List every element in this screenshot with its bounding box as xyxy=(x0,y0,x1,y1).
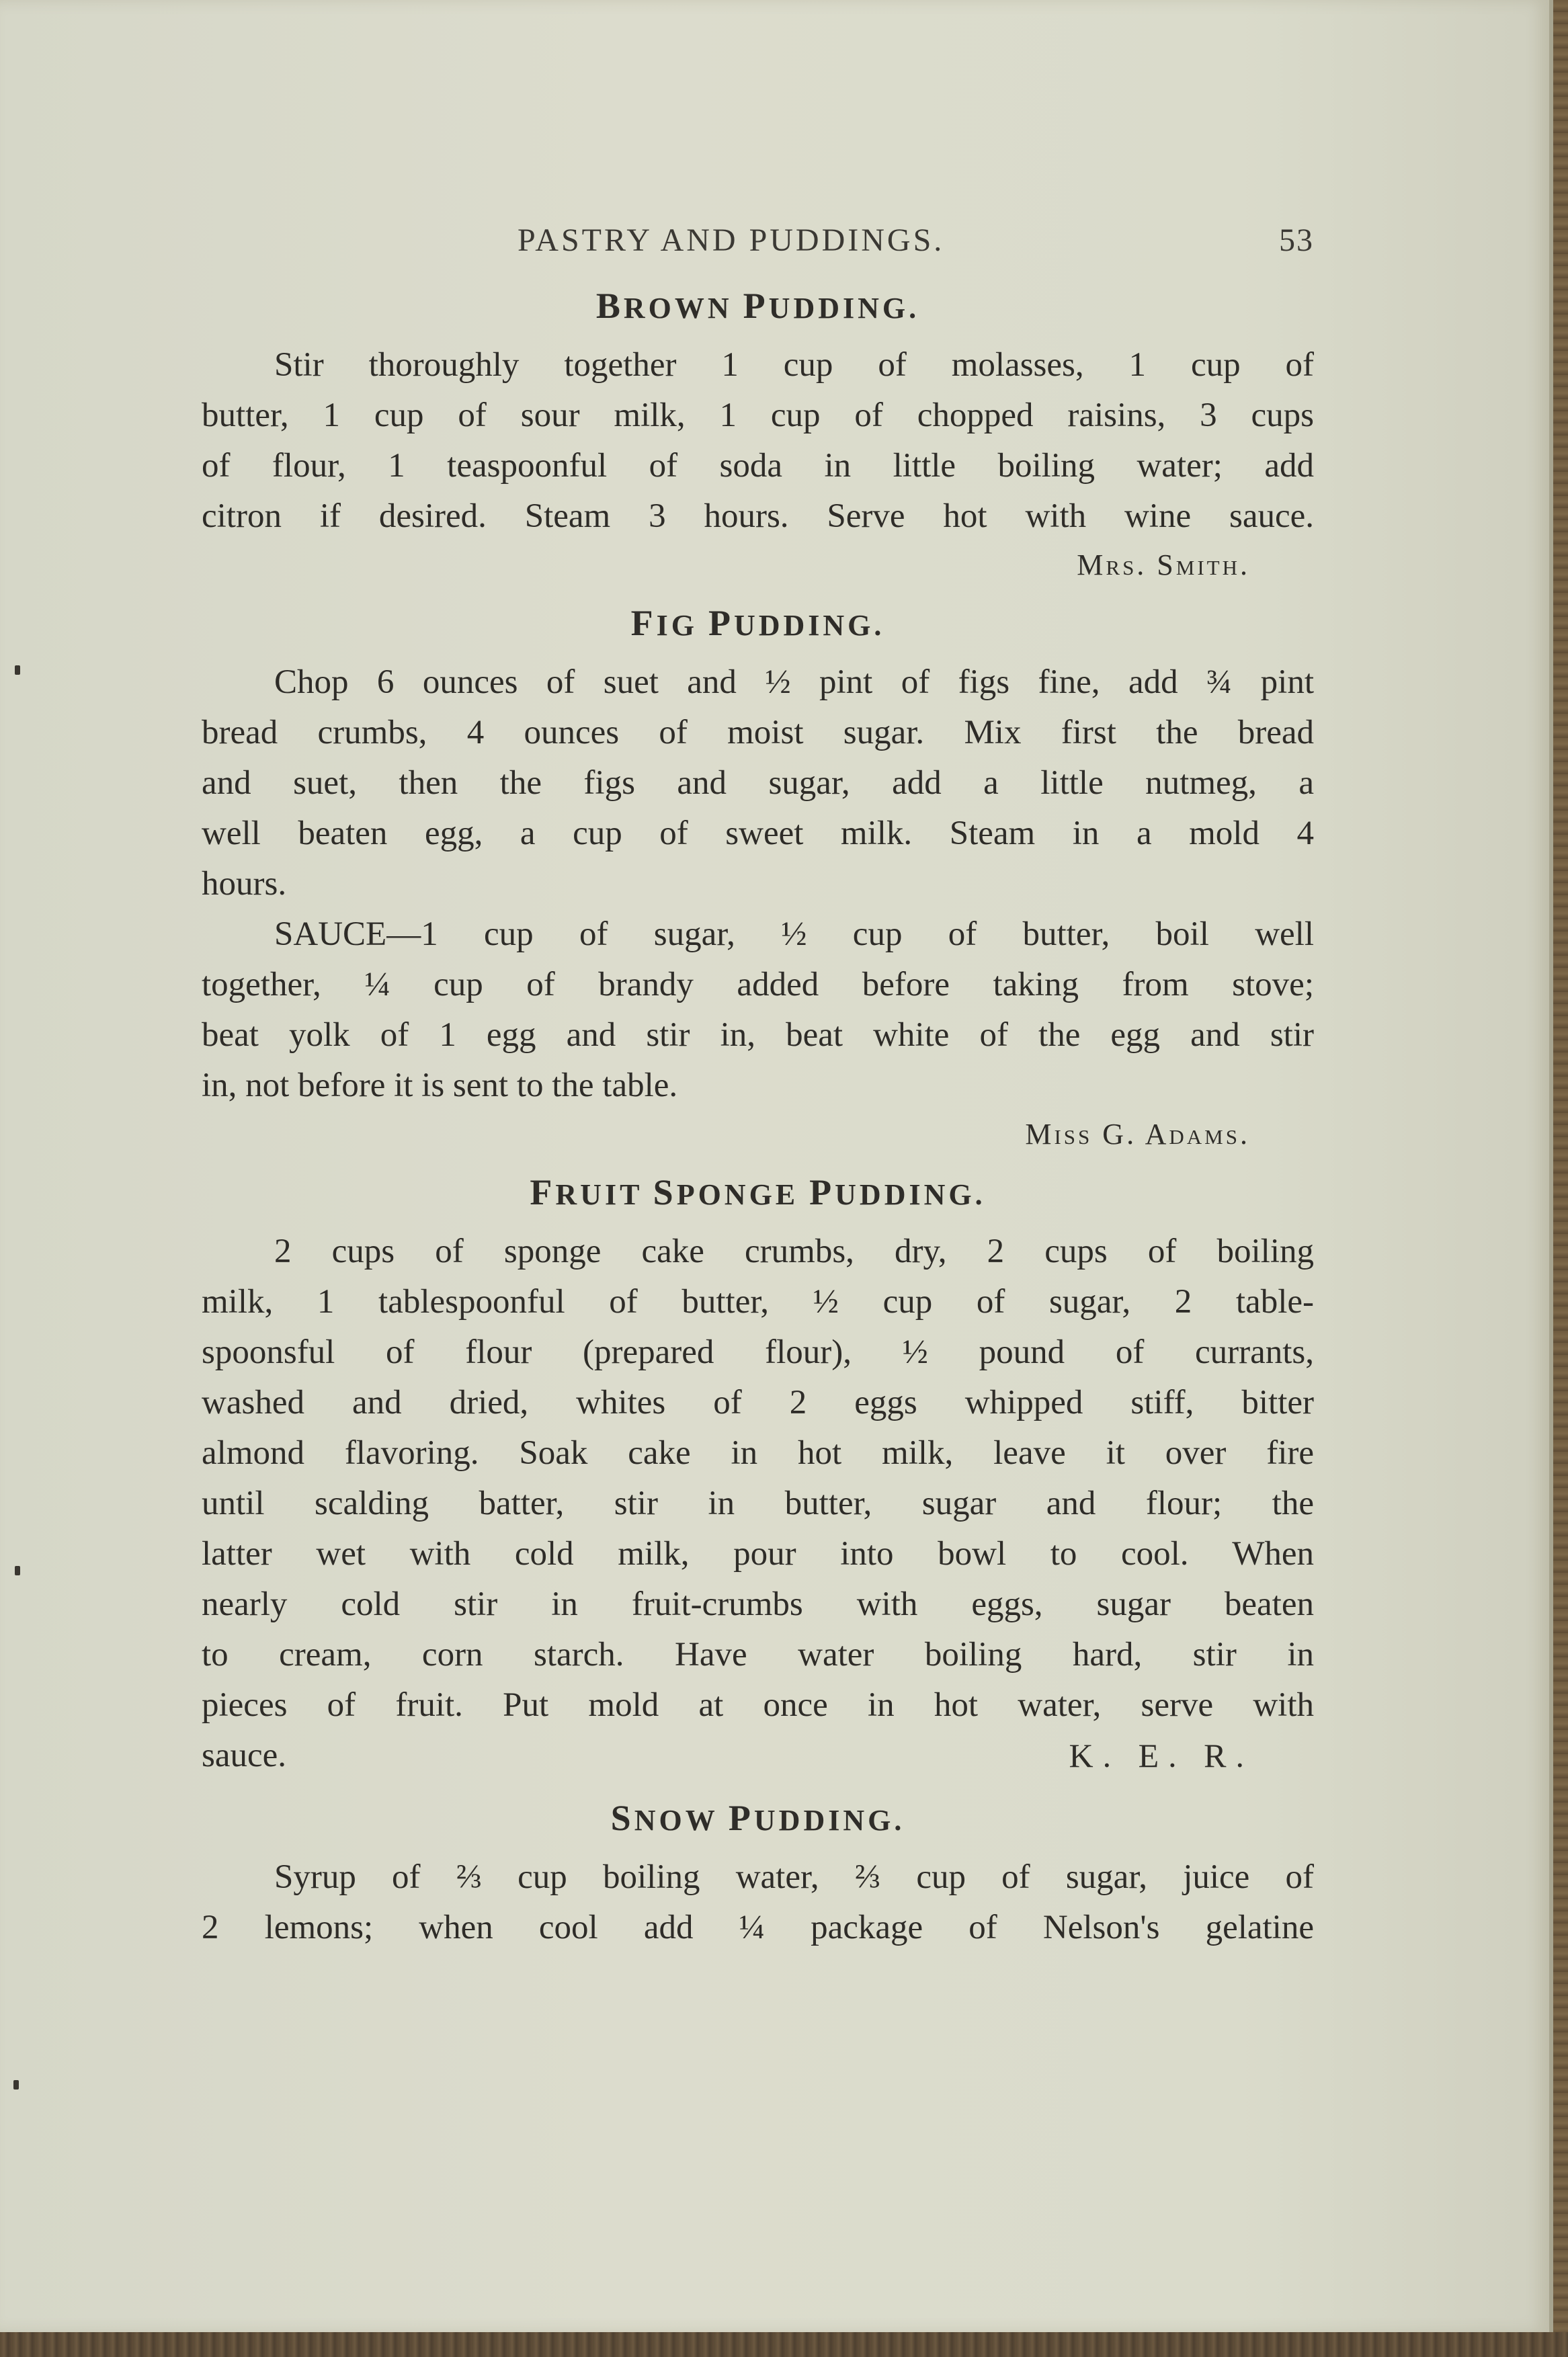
text-line: 2 lemons; when cool add ¼ package of Nelson's gelatine xyxy=(202,1909,1314,1946)
recipe-heading-snow-pudding: SNOW PUDDING. xyxy=(610,1798,905,1838)
text-line: until scalding batter, stir in butter, sugar and flour; the xyxy=(202,1485,1314,1522)
recipe-body-fruit-sponge-pudding xyxy=(202,1227,1314,1781)
text-line: of flour, 1 teaspoonful of soda in little boiling water; add xyxy=(202,447,1314,485)
page-speck xyxy=(13,2080,19,2090)
text-line: citron if desired. Steam 3 hours. Serve hot with wine sauce. xyxy=(202,497,1314,535)
text-line: bread crumbs, 4 ounces of moist sugar. Mix first the bread xyxy=(202,714,1314,751)
running-head xyxy=(202,215,1314,276)
text-line: Stir thoroughly together 1 cup of molasses, 1 cup of xyxy=(274,346,1314,384)
text-line: spoonsful of flour (prepared flour), ½ pound of currants, xyxy=(202,1333,1314,1371)
page-speck xyxy=(15,665,20,675)
text-line: and suet, then the figs and sugar, add a little nutmeg, a xyxy=(202,764,1314,802)
page-number: 53 xyxy=(1279,222,1314,258)
text-line: well beaten egg, a cup of sweet milk. Steam in a mold 4 xyxy=(202,815,1314,852)
page-content xyxy=(202,215,1314,1953)
recipe-body-snow-pudding xyxy=(202,1852,1314,1953)
text-line: 2 cups of sponge cake crumbs, dry, 2 cups of boiling xyxy=(274,1233,1314,1270)
recipe-heading-brown-pudding: BROWN PUDDING. xyxy=(595,286,920,326)
recipe-heading-fig-pudding: FIG PUDDING. xyxy=(630,603,885,643)
book-spine-edge xyxy=(1553,0,1568,2332)
text-line: to cream, corn starch. Have water boiling hard, stir in xyxy=(202,1636,1314,1673)
text-line: in, not before it is sent to the table. xyxy=(202,1067,678,1104)
recipe-signature: K. E. R. xyxy=(1069,1737,1253,1774)
text-line: SAUCE—1 cup of sugar, ½ cup of butter, boil well xyxy=(274,915,1314,953)
text-line: beat yolk of 1 egg and stir in, beat white of the egg and stir xyxy=(202,1016,1314,1054)
text-line: Syrup of ⅔ cup boiling water, ⅔ cup of sugar, juice of xyxy=(274,1858,1314,1896)
text-line: nearly cold stir in fruit-crumbs with eggs, sugar beaten xyxy=(202,1585,1314,1623)
text-line: milk, 1 tablespoonful of butter, ½ cup of sugar, 2 table- xyxy=(202,1283,1314,1321)
running-title: PASTRY AND PUDDINGS. xyxy=(518,222,945,258)
text-line: almond flavoring. Soak cake in hot milk, leave it over fire xyxy=(202,1434,1314,1472)
text-line: Chop 6 ounces of suet and ½ pint of figs fine, add ¾ pint xyxy=(274,663,1314,701)
recipe-body-fig-pudding xyxy=(202,657,1314,909)
recipe-signature: Miss G. Adams. xyxy=(1025,1118,1250,1151)
recipe-sauce-fig-pudding xyxy=(202,909,1314,1111)
text-line: pieces of fruit. Put mold at once in hot water, serve with xyxy=(202,1686,1314,1724)
recipe-heading-fruit-sponge-pudding: FRUIT SPONGE PUDDING. xyxy=(530,1172,986,1212)
text-line: butter, 1 cup of sour milk, 1 cup of chopped raisins, 3 cups xyxy=(202,397,1314,434)
text-line xyxy=(202,1731,1314,1781)
text-line: together, ¼ cup of brandy added before taking from stove; xyxy=(202,966,1314,1003)
text-line: hours. xyxy=(202,865,287,903)
recipe-signature: Mrs. Smith. xyxy=(1077,548,1250,581)
text-line: latter wet with cold milk, pour into bowl to cool. When xyxy=(202,1535,1314,1573)
recipe-body-brown-pudding xyxy=(202,340,1314,542)
page-speck xyxy=(15,1566,20,1575)
text-line: washed and dried, whites of 2 eggs whipped stiff, bitter xyxy=(202,1384,1314,1421)
book-bottom-edge xyxy=(0,2332,1568,2357)
text-fragment: sauce. xyxy=(202,1737,287,1774)
